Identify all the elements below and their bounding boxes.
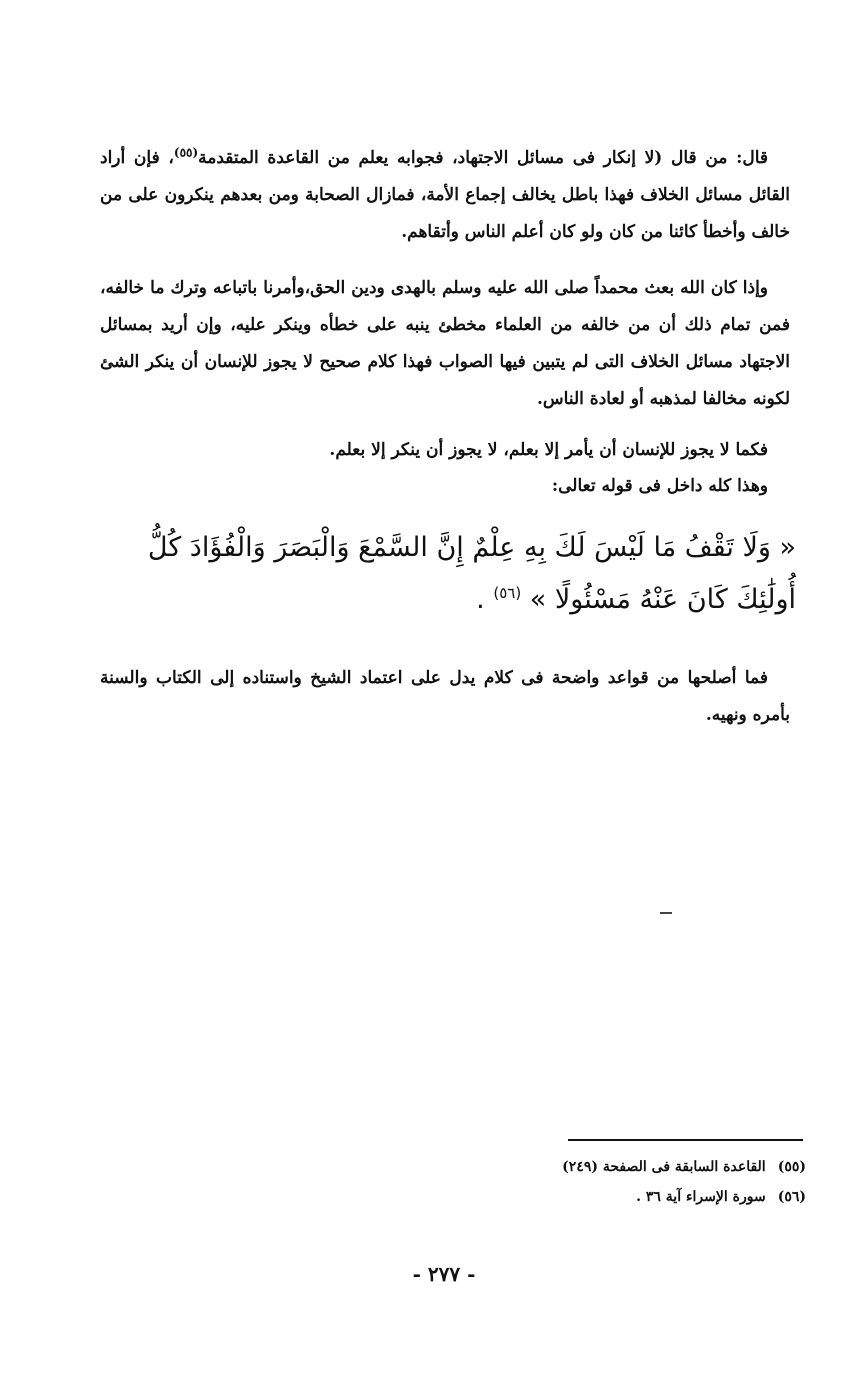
stray-mark <box>660 912 672 914</box>
quran-verse-text: « وَلَا تَقْفُ مَا لَيْسَ لَكَ بِهِ عِلْمٌ إِنَّ السَّمْعَ وَالْبَصَرَ وَالْفُؤَادَ كُلُّ أُولَٰئِكَ كَانَ عَنْهُ مَسْئُولًا » <box>147 532 796 615</box>
footnotes <box>440 1152 806 1212</box>
footnote-55-number: (٥٥) <box>777 1159 806 1175</box>
paragraph-4 <box>100 468 790 505</box>
paragraph-5-text: فما أصلحها من قواعد واضحة فى كلام يدل على اعتماد الشيخ واستناده إلى الكتاب والسنة بأمره ونهيه. <box>100 668 790 725</box>
footnote-56 <box>440 1182 806 1212</box>
paragraph-1-text: قال: من قال (لا إنكار فى مسائل الاجتهاد، فجوابه يعلم من القاعدة المتقدمة <box>198 148 769 168</box>
paragraph-5 <box>100 660 790 734</box>
footnote-56-text: سورة الإسراء آية ٣٦ . <box>636 1189 766 1205</box>
footnote-ref-55: (٥٥) <box>173 145 199 160</box>
paragraph-3 <box>100 432 790 469</box>
footnote-ref-56: (٥٦) <box>493 584 522 602</box>
paragraph-2-text: وإذا كان الله بعث محمداً صلى الله عليه وسلم بالهدى ودين الحق،وأمرنا باتباعه وترك ما خالفه، فمن تمام ذلك أن من خالفه من العلماء مخطئ ينبه على خطأه وينكر عليه، وإن أريد بمسائل الاجتهاد مسائل الخلاف التى لم يتبين فيها الصواب فهذا كلام صحيح لا يجوز للإنسان أن ينكر الشئ لكونه مخالفا لمذهبه أو لعادة الناس. <box>100 278 790 409</box>
quran-verse <box>96 522 796 626</box>
quran-verse-end: . <box>476 584 485 615</box>
footnote-55-text: القاعدة السابقة فى الصفحة (٢٤٩) <box>562 1159 766 1175</box>
paragraph-1 <box>100 140 790 251</box>
page-number: - ٢٧٧ - <box>412 1262 476 1286</box>
footnote-separator <box>568 1139 803 1141</box>
paragraph-2 <box>100 270 790 418</box>
paragraph-3-text: فكما لا يجوز للإنسان أن يأمر إلا بعلم، لا يجوز أن ينكر إلا بعلم. <box>329 440 768 460</box>
paragraph-4-text: وهذا كله داخل فى قوله تعالى: <box>551 476 768 496</box>
footnote-55 <box>440 1152 806 1182</box>
footnote-56-number: (٥٦) <box>777 1189 806 1205</box>
paragraph-1-text-continued: ، فإن أراد القائل مسائل الخلاف فهذا باطل يخالف إجماع الأمة، فمازال الصحابة ومن بعدهم ينكرون على من خالف وأخطأ كائنا من كان ولو كان أعلم الناس وأتقاهم. <box>100 148 790 242</box>
